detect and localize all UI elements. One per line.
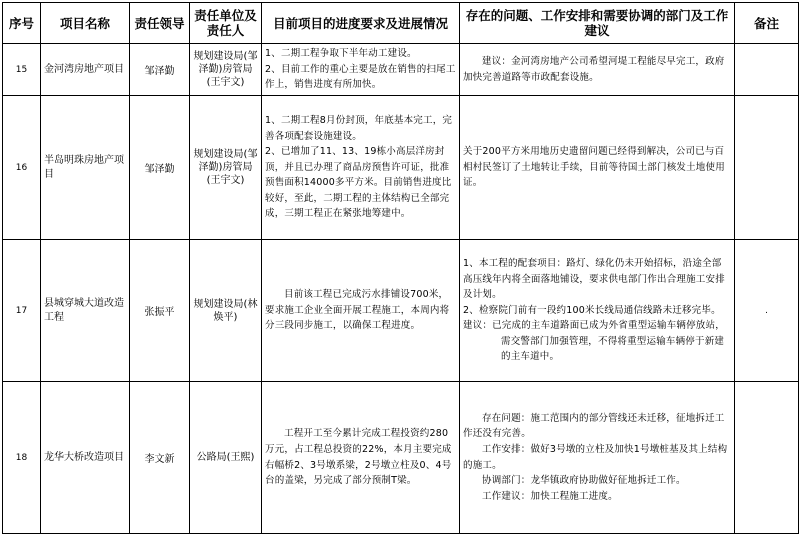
row-note: . (735, 240, 799, 382)
row-unit: 规划建设局(邹泽勤)房管局(王宇文) (190, 96, 262, 240)
issue-line: 协调部门：龙华镇政府协助做好征地拆迁工作。 (482, 475, 686, 487)
header-unit: 责任单位及责任人 (190, 3, 262, 44)
row-issues (460, 96, 735, 240)
row-note (735, 382, 799, 534)
row-unit: 规划建设局(邹泽勤)房管局(王宇文) (190, 44, 262, 96)
progress-table (2, 2, 799, 534)
row-unit: 规划建设局(林焕平) (190, 240, 262, 382)
row-leader: 邹泽勤 (130, 44, 190, 96)
row-progress (262, 44, 460, 96)
header-leader: 责任领导 (130, 3, 190, 44)
row-issues (460, 240, 735, 382)
row-project-name: 龙华大桥改造项目 (41, 382, 130, 534)
header-note: 备注 (735, 3, 799, 44)
table-row (3, 44, 799, 96)
table-row (3, 382, 799, 534)
progress-line: 2、目前工作的重心主要是放在销售的扫尾工作上，销售进度有所加快。 (265, 63, 456, 91)
progress-line: 目前该工程已完成污水排铺设700米，要求施工企业全面开展工程施工，本周内将分三段同步施工，以确保工程进度。 (265, 289, 450, 332)
row-seq: 16 (3, 96, 41, 240)
row-progress (262, 96, 460, 240)
row-leader: 张振平 (130, 240, 190, 382)
row-leader: 李文新 (130, 382, 190, 534)
row-seq: 18 (3, 382, 41, 534)
issue-line: 2、检察院门前有一段约100米长线局通信线路未迁移完毕。 (463, 304, 721, 316)
issue-line: 关于200平方米用地历史遗留问题已经得到解决，公司已与百相村民签订了土地转让手续，目前等待国土部门核发土地使用证。 (463, 146, 725, 189)
row-issues (460, 382, 735, 534)
row-unit: 公路局(王熙) (190, 382, 262, 534)
issue-line: 存在问题：施工范围内的部分管线还未迁移，征地拆迁工作还没有完善。 (463, 412, 725, 440)
issue-line: 建议：金河湾房地产公司希望河堤工程能尽早完工，政府加快完善道路等市政配套设施。 (463, 55, 725, 83)
progress-line: 1、二期工程争取下半年动工建设。 (265, 48, 417, 60)
header-issues: 存在的问题、工作安排和需要协调的部门及工作建议 (460, 3, 735, 44)
row-seq: 15 (3, 44, 41, 96)
row-progress (262, 240, 460, 382)
row-project-name: 半岛明珠房地产项目 (41, 96, 130, 240)
header-name: 项目名称 (41, 3, 130, 44)
issue-line: 1、本工程的配套项目：路灯、绿化仍未开始招标，沿途全部高压线年内将全面落地铺设，要求供电部门作出合理施工安排及计划。 (463, 257, 725, 301)
header-seq: 序号 (3, 3, 41, 44)
row-note (735, 96, 799, 240)
row-progress (262, 382, 460, 534)
row-leader: 邹泽勤 (130, 96, 190, 240)
row-issues (460, 44, 735, 96)
issue-line: 建议：已完成的主车道路面已成为外省重型运输车辆停放站，需交警部门加强管理，不得将重型运输车辆停于新建的主车道中。 (463, 320, 725, 363)
header-progress: 目前项目的进度要求及进展情况 (262, 3, 460, 44)
header-row (3, 3, 799, 44)
row-project-name: 金河湾房地产项目 (41, 44, 130, 96)
progress-line: 工程开工至今累计完成工程投资约280万元，占工程总投资的22%，本月主要完成右幅桥2、3号墩系梁，2号墩立柱及0、4号台的盖梁，另完成了部分预制T梁。 (265, 428, 452, 487)
table-row (3, 96, 799, 240)
issue-line: 工作安排：做好3号墩的立柱及加快1号墩桩基及其上结构的施工。 (463, 443, 728, 471)
progress-line: 1、二期工程8月份封顶，年底基本完工，完善各项配套设施建设。 (265, 114, 453, 142)
issue-line: 工作建议：加快工程施工进度。 (482, 490, 618, 502)
table-row (3, 240, 799, 382)
row-note (735, 44, 799, 96)
progress-line: 2、已增加了11、13、19栋小高层洋房封顶，并且已办理了商品房预售许可证，批准预售面积14000多平方米。目前销售进度比较好，至此，二期工程的主体结构已全部完成，三期工程正在紧张地筹建中。 (265, 146, 452, 220)
row-seq: 17 (3, 240, 41, 382)
row-project-name: 县城穿城大道改造工程 (41, 240, 130, 382)
